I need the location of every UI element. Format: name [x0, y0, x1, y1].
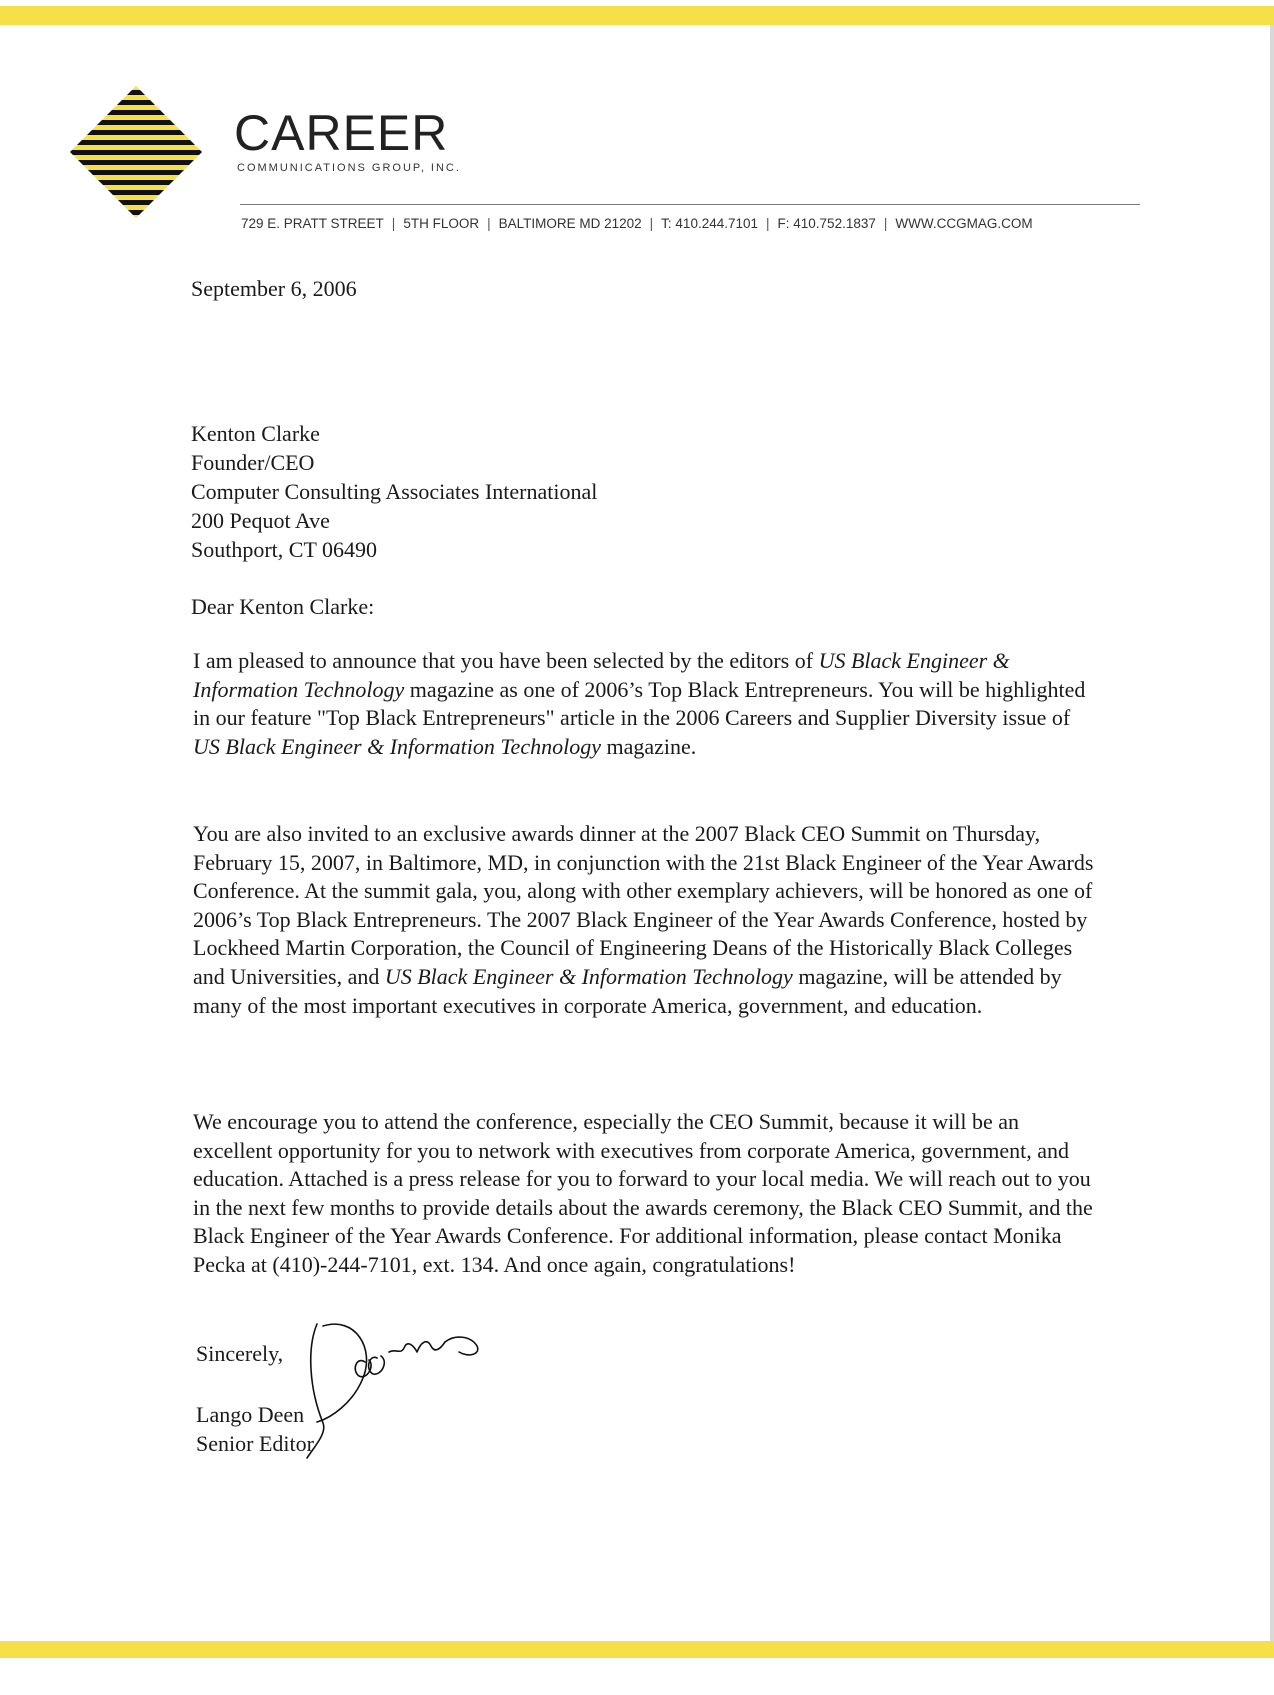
paragraph-text: You are also invited to an exclusive awards dinner at the 2007 Black CEO Summit on Thursday, February 15, 2007, in Baltimore, MD, in conjunction with the 21st Black Engineer of the Year Awards Conference. At the summit gala, you, along with other exemplary achievers, will be honored as one of 2006’s Top Black Entrepreneurs. The 2007 Black Engineer of the Year Awards Conference, hosted by Lockheed Martin Corporation, the Council of Engineering Deans of the Historically Black Colleges and Universities, and	[193, 821, 1094, 989]
bottom-yellow-band	[0, 1641, 1274, 1658]
top-yellow-band	[0, 6, 1274, 25]
logo-stripe	[70, 210, 202, 215]
paragraph-announcement	[193, 647, 1098, 761]
company-logo-subtitle: COMMUNICATIONS GROUP, INC.	[237, 162, 461, 174]
recipient-title: Founder/CEO	[191, 450, 315, 475]
recipient-street: 200 Pequot Ave	[191, 508, 330, 533]
address-city: BALTIMORE MD 21202	[498, 216, 642, 231]
company-logo-mark	[70, 86, 202, 218]
logo-stripe	[70, 110, 202, 115]
address-website: WWW.CCGMAG.COM	[895, 216, 1033, 231]
company-logo-wordmark: CAREER	[234, 105, 449, 161]
paragraph-text: I am pleased to announce that you have been selected by the editors of	[193, 648, 819, 673]
recipient-name: Kenton Clarke	[191, 421, 320, 446]
paragraph-invitation	[193, 820, 1098, 1020]
letterhead-rule	[240, 204, 1140, 205]
signer-title: Senior Editor	[196, 1431, 314, 1456]
logo-stripe	[70, 120, 202, 125]
separator: |	[649, 216, 654, 231]
recipient-block	[191, 419, 597, 564]
magazine-title: US Black Engineer & Information Technology	[193, 733, 601, 759]
separator: |	[883, 216, 888, 231]
logo-stripe	[70, 170, 202, 175]
address-floor: 5TH FLOOR	[403, 216, 480, 231]
logo-stripe	[70, 180, 202, 185]
signer-name: Lango Deen	[196, 1402, 305, 1427]
magazine-title: US Black Engineer & Information Technology	[384, 963, 793, 989]
address-street: 729 E. PRATT STREET	[241, 216, 384, 231]
letter-date: September 6, 2006	[191, 276, 357, 301]
logo-stripe	[70, 130, 202, 135]
signer-block	[196, 1400, 314, 1458]
recipient-company: Computer Consulting Associates International	[191, 479, 598, 504]
magazine-title: US Black Engineer & Information Technology	[193, 648, 1010, 702]
paragraph-text: magazine as one of 2006’s Top Black Entrepreneurs. You will be highlighted in our feature "Top Black Entrepreneurs" article in the 2006 Careers and Supplier Diversity issue of	[193, 676, 1086, 731]
letterhead-address	[241, 216, 1033, 231]
separator: |	[766, 216, 770, 231]
recipient-city: Southport, CT 06490	[191, 537, 378, 562]
logo-stripe	[70, 100, 202, 105]
logo-stripe	[70, 160, 202, 165]
logo-stripe	[70, 200, 202, 205]
address-fax: F: 410.752.1837	[777, 216, 876, 231]
handwritten-signature	[305, 1318, 485, 1468]
separator: |	[391, 216, 396, 231]
paragraph-text: magazine.	[600, 733, 697, 759]
closing: Sincerely,	[196, 1341, 284, 1366]
separator: |	[487, 216, 491, 231]
logo-stripe	[70, 150, 202, 155]
page-edge	[1270, 25, 1274, 1641]
address-phone: T: 410.244.7101	[661, 216, 759, 231]
paragraph-text: magazine, will be attended by many of the most important executives in corporate America, government, and education.	[193, 963, 1062, 1018]
salutation: Dear Kenton Clarke:	[191, 594, 375, 619]
paragraph-encouragement: We encourage you to attend the conference, especially the CEO Summit, because it will be an excellent opportunity for you to network with executives from corporate America, government, and education. Attached is a press release for you to forward to your local media. We will reach out to you in the next few months to provide details about the awards ceremony, the Black CEO Summit, and the Black Engineer of the Year Awards Conference. For additional information, please contact Monika Pecka at (410)-244-7101, ext. 134. And once again, congratulations!	[193, 1109, 1093, 1277]
logo-stripe	[70, 140, 202, 145]
logo-stripe	[70, 90, 202, 95]
logo-stripe	[70, 190, 202, 195]
